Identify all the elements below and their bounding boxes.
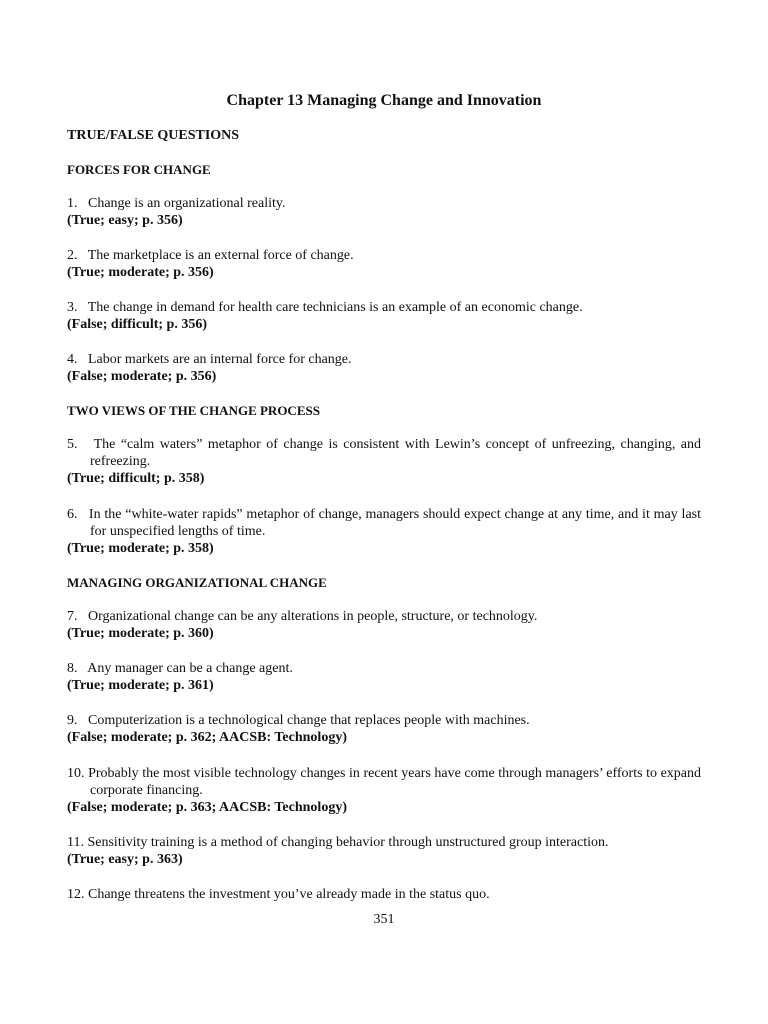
question-item xyxy=(67,886,701,903)
question-item xyxy=(67,608,701,642)
question-text: 2. The marketplace is an external force of change. xyxy=(67,248,354,263)
question-text: 1. Change is an organizational reality. xyxy=(67,196,286,211)
question-item xyxy=(67,506,701,557)
question-answer: (True; moderate; p. 358) xyxy=(67,541,214,556)
question-answer: (False; moderate; p. 356) xyxy=(67,369,217,384)
section-heading-managing: MANAGING ORGANIZATIONAL CHANGE xyxy=(67,575,327,590)
question-item xyxy=(67,436,701,487)
question-answer: (True; easy; p. 363) xyxy=(67,852,183,867)
question-text: 9. Computerization is a technological change that replaces people with machines. xyxy=(67,713,530,728)
question-item xyxy=(67,195,701,229)
question-item xyxy=(67,765,701,816)
question-answer: (True; moderate; p. 356) xyxy=(67,265,214,280)
question-text: 10. Probably the most visible technology changes in recent years have come through managers’ efforts to expand corporate financing. xyxy=(67,766,701,798)
question-text: 5. The “calm waters” metaphor of change is consistent with Lewin’s concept of unfreezing, changing, and refreezing. xyxy=(67,437,701,469)
question-answer: (False; moderate; p. 362; AACSB: Technology) xyxy=(67,730,347,745)
question-item xyxy=(67,299,701,333)
question-answer: (True; moderate; p. 360) xyxy=(67,626,214,641)
chapter-title: Chapter 13 Managing Change and Innovation xyxy=(226,92,542,109)
question-item xyxy=(67,712,701,746)
question-text: 3. The change in demand for health care technicians is an example of an economic change. xyxy=(67,300,583,315)
question-item xyxy=(67,660,701,694)
question-answer: (True; easy; p. 356) xyxy=(67,213,183,228)
question-answer: (False; moderate; p. 363; AACSB: Technology) xyxy=(67,800,347,815)
section-heading-two-views: TWO VIEWS OF THE CHANGE PROCESS xyxy=(67,403,320,418)
question-text: 12. Change threatens the investment you’ve already made in the status quo. xyxy=(67,887,490,902)
question-answer: (False; difficult; p. 356) xyxy=(67,317,207,332)
question-item xyxy=(67,834,701,868)
section-heading-forces: FORCES FOR CHANGE xyxy=(67,162,211,177)
question-text: 11. Sensitivity training is a method of changing behavior through unstructured group interaction. xyxy=(67,835,609,850)
page-number: 351 xyxy=(373,912,395,927)
question-type-heading: TRUE/FALSE QUESTIONS xyxy=(67,128,240,143)
question-text: 4. Labor markets are an internal force for change. xyxy=(67,352,352,367)
question-text: 6. In the “white-water rapids” metaphor of change, managers should expect change at any time, and it may last for unspecified lengths of time. xyxy=(67,507,701,539)
question-text: 7. Organizational change can be any alterations in people, structure, or technology. xyxy=(67,609,538,624)
question-item xyxy=(67,351,701,385)
question-text: 8. Any manager can be a change agent. xyxy=(67,661,293,676)
question-item xyxy=(67,247,701,281)
question-answer: (True; difficult; p. 358) xyxy=(67,471,205,486)
question-answer: (True; moderate; p. 361) xyxy=(67,678,214,693)
